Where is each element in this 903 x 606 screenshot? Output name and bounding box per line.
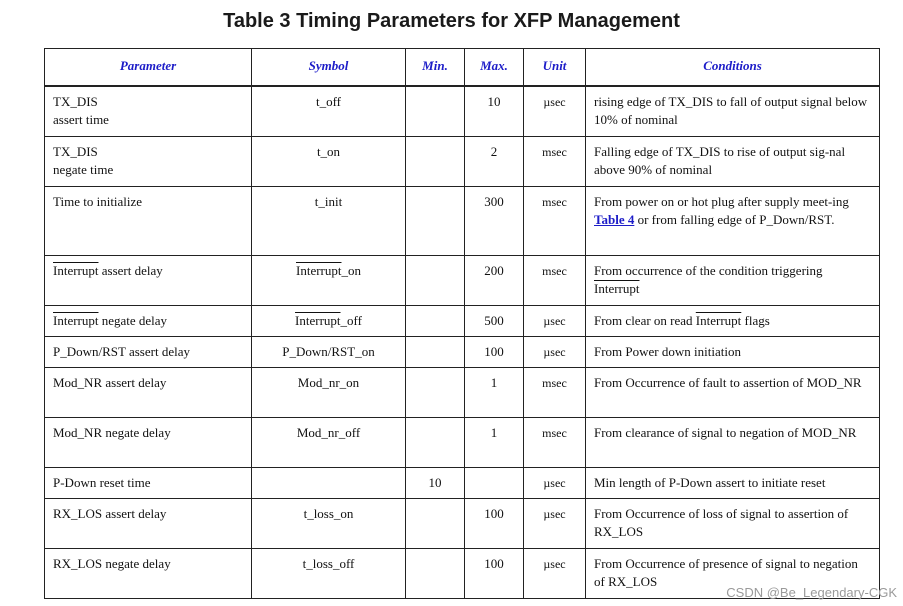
header-parameter: Parameter — [45, 49, 252, 87]
table-row — [45, 337, 880, 368]
watermark: CSDN @Be_Legendary-CGK — [726, 585, 897, 600]
cell-symbol: t_on — [252, 137, 406, 187]
table-row — [45, 499, 880, 549]
header-unit: Unit — [524, 49, 586, 87]
cell-min — [406, 368, 465, 418]
cell-unit: µsec — [524, 306, 586, 337]
cell-unit: msec — [524, 137, 586, 187]
table-header-row — [45, 49, 880, 87]
cell-parameter: Mod_NR assert delay — [45, 368, 252, 418]
cell-min: 10 — [406, 468, 465, 499]
cell-min — [406, 187, 465, 256]
cell-conditions: From power on or hot plug after supply meet-ing Table 4 or from falling edge of P_Down/RST. — [586, 187, 880, 256]
cell-unit: µsec — [524, 549, 586, 599]
table-row — [45, 86, 880, 137]
cell-parameter: RX_LOS negate delay — [45, 549, 252, 599]
cell-symbol: Mod_nr_off — [252, 418, 406, 468]
cell-parameter: Interrupt negate delay — [45, 306, 252, 337]
header-min: Min. — [406, 49, 465, 87]
cell-conditions: From clear on read Interrupt flags — [586, 306, 880, 337]
cell-max: 200 — [465, 256, 524, 306]
cell-max: 100 — [465, 337, 524, 368]
cell-conditions: From Occurrence of fault to assertion of MOD_NR — [586, 368, 880, 418]
cell-unit: msec — [524, 418, 586, 468]
cell-parameter: Mod_NR negate delay — [45, 418, 252, 468]
cell-max: 300 — [465, 187, 524, 256]
cell-symbol: Interrupt_off — [252, 306, 406, 337]
table-row — [45, 468, 880, 499]
table-4-link[interactable]: Table 4 — [594, 212, 635, 227]
table-row — [45, 137, 880, 187]
cell-min — [406, 337, 465, 368]
cell-conditions: Min length of P-Down assert to initiate reset — [586, 468, 880, 499]
cell-max: 100 — [465, 499, 524, 549]
cell-conditions: From Occurrence of presence of signal to negation of RX_LOS — [586, 549, 880, 599]
cell-parameter: Interrupt assert delay — [45, 256, 252, 306]
cell-symbol: t_off — [252, 86, 406, 137]
cell-parameter: P_Down/RST assert delay — [45, 337, 252, 368]
cell-symbol: Mod_nr_on — [252, 368, 406, 418]
cell-min — [406, 256, 465, 306]
cell-symbol: P_Down/RST_on — [252, 337, 406, 368]
cell-conditions: Falling edge of TX_DIS to rise of output sig-nal above 90% of nominal — [586, 137, 880, 187]
cell-conditions: rising edge of TX_DIS to fall of output signal below 10% of nominal — [586, 86, 880, 137]
header-conditions: Conditions — [586, 49, 880, 87]
header-max: Max. — [465, 49, 524, 87]
table-row — [45, 306, 880, 337]
cell-parameter: Time to initialize — [45, 187, 252, 256]
table-row — [45, 256, 880, 306]
cell-parameter: TX_DIS assert time — [45, 86, 252, 137]
cell-unit: µsec — [524, 86, 586, 137]
cell-conditions: From occurrence of the condition triggering Interrupt — [586, 256, 880, 306]
cell-max: 2 — [465, 137, 524, 187]
timing-parameters-table — [44, 48, 880, 599]
cell-max: 10 — [465, 86, 524, 137]
cell-symbol: t_init — [252, 187, 406, 256]
cell-max: 1 — [465, 368, 524, 418]
cell-symbol: Interrupt_on — [252, 256, 406, 306]
cell-min — [406, 499, 465, 549]
header-symbol: Symbol — [252, 49, 406, 87]
cell-min — [406, 306, 465, 337]
cell-max — [465, 468, 524, 499]
cell-symbol: t_loss_on — [252, 499, 406, 549]
cell-min — [406, 418, 465, 468]
cell-unit: µsec — [524, 337, 586, 368]
table-row — [45, 368, 880, 418]
cell-conditions: From Occurrence of loss of signal to assertion of RX_LOS — [586, 499, 880, 549]
cell-max: 500 — [465, 306, 524, 337]
cell-min — [406, 137, 465, 187]
cell-symbol: t_loss_off — [252, 549, 406, 599]
table-row — [45, 187, 880, 256]
table-title: Table 3 Timing Parameters for XFP Management — [223, 10, 680, 32]
cell-parameter: RX_LOS assert delay — [45, 499, 252, 549]
cell-unit: µsec — [524, 468, 586, 499]
cell-unit: µsec — [524, 499, 586, 549]
cell-unit: msec — [524, 368, 586, 418]
cell-conditions: From clearance of signal to negation of MOD_NR — [586, 418, 880, 468]
cell-min — [406, 549, 465, 599]
cell-unit: msec — [524, 256, 586, 306]
cell-parameter: P-Down reset time — [45, 468, 252, 499]
cell-symbol — [252, 468, 406, 499]
table-row — [45, 418, 880, 468]
cell-conditions: From Power down initiation — [586, 337, 880, 368]
cell-max: 100 — [465, 549, 524, 599]
cell-min — [406, 86, 465, 137]
cell-max: 1 — [465, 418, 524, 468]
cell-parameter: TX_DIS negate time — [45, 137, 252, 187]
cell-unit: msec — [524, 187, 586, 256]
